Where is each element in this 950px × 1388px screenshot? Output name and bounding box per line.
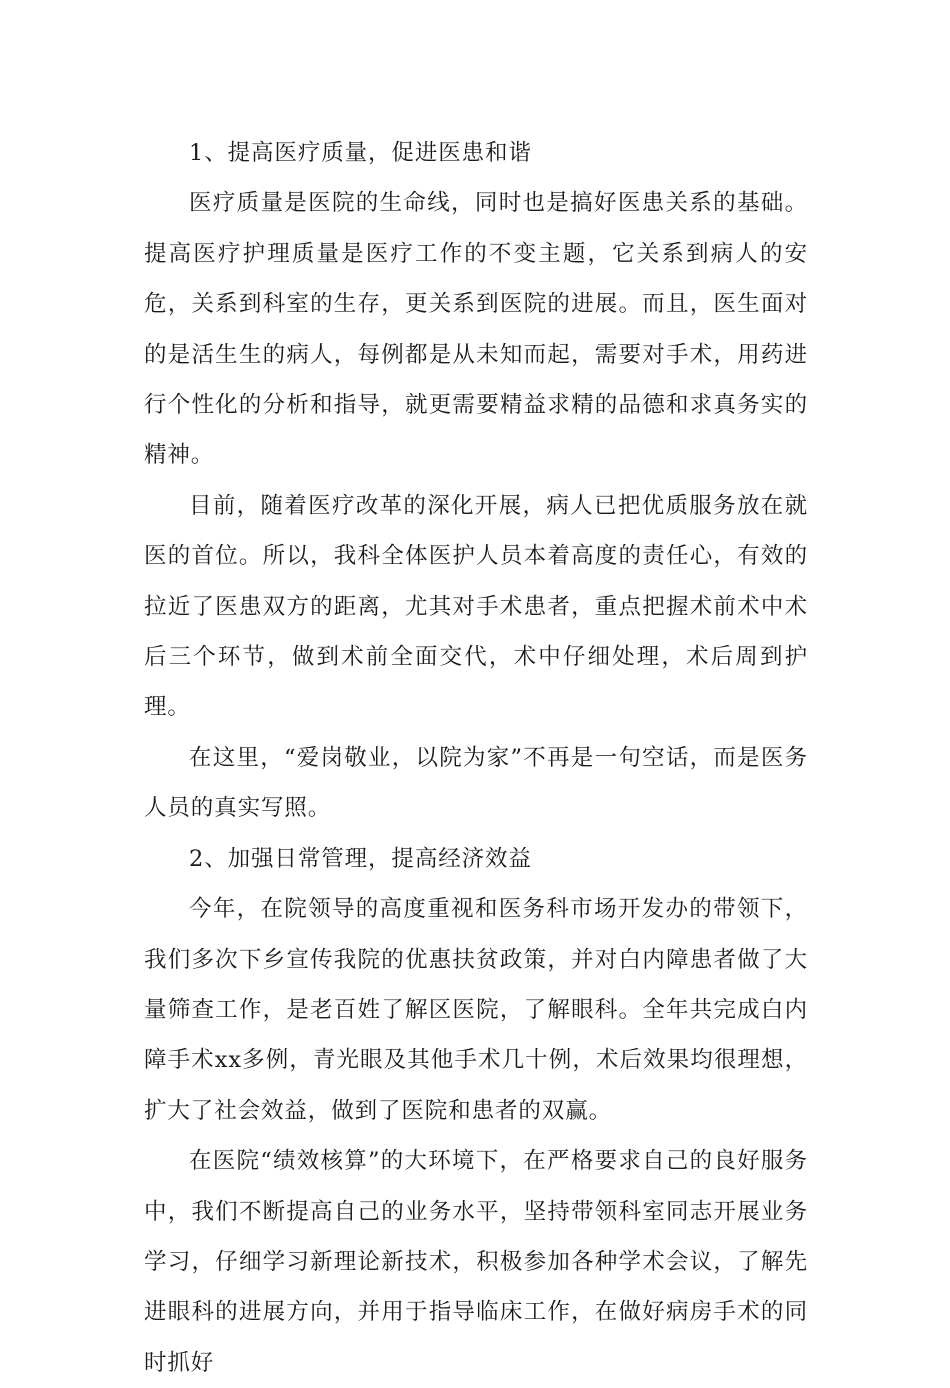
paragraph-dedication: 在这里，“爱岗敬业，以院为家”不再是一句空话，而是医务人员的真实写照。 (144, 744, 808, 822)
paragraph-reform: 目前，随着医疗改革的深化开展，病人已把优质服务放在就医的首位。所以，我科全体医护人员本着高度的责任心，有效的拉近了医患双方的距离，尤其对手术患者，重点把握术前术中术后三个环节，做到术前全面交代，术中仔细处理，术后周到护理。 (144, 492, 808, 721)
paragraph-outreach: 今年，在院领导的高度重视和医务科市场开发办的带领下，我们多次下乡宣传我院的优惠扶贫政策，并对白内障患者做了大量筛查工作，是老百姓了解区医院，了解眼科。全年共完成白内障手术xx多例，青光眼及其他手术几十例，术后效果均很理想，扩大了社会效益，做到了医院和患者的双赢。 (144, 896, 808, 1124)
paragraph-performance: 在医院“绩效核算”的大环境下，在严格要求自己的良好服务中，我们不断提高自己的业务水平，坚持带领科室同志开展业务学习，仔细学习新理论新技术，积极参加各种学术会议，了解先进眼科的进展方向，并用于指导临床工作，在做好病房手术的同时抓好 (144, 1148, 808, 1376)
section-heading-1: 1、提高医疗质量，促进医患和谐 (189, 140, 532, 166)
document-page (144, 128, 808, 1388)
section-heading-2: 2、加强日常管理，提高经济效益 (189, 845, 532, 872)
paragraph-medical-quality: 医疗质量是医院的生命线，同时也是搞好医患关系的基础。提高医疗护理质量是医疗工作的不变主题，它关系到病人的安危，关系到科室的生存，更关系到医院的进展。而且，医生面对的是活生生的病人，每例都是从未知而起，需要对手术，用药进行个性化的分析和指导，就更需要精益求精的品德和求真务实的精神。 (144, 190, 808, 469)
